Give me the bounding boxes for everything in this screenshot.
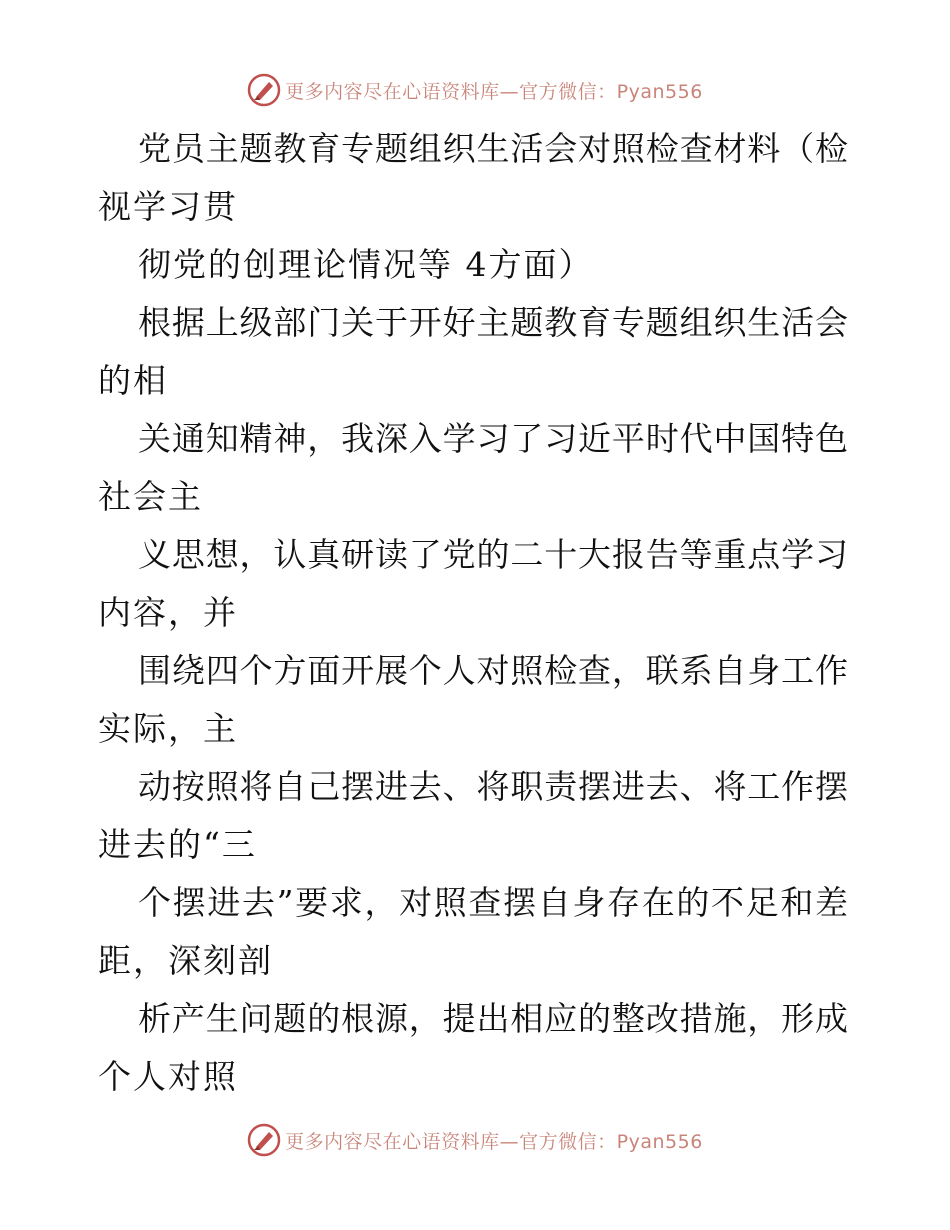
- text-line: 实际，主: [98, 709, 238, 748]
- text-line: 义思想，认真研读了党的二十大报告等重点学习: [138, 535, 848, 574]
- footer-watermark-text: 更多内容尽在心语资料库—官方微信：Pyan556: [285, 1130, 703, 1153]
- text-line: 围绕四个方面开展个人对照检查，联系自身工作: [138, 651, 848, 690]
- text-line: 动按照将自己摆进去、将职责摆进去、将工作摆: [138, 767, 848, 806]
- text-line: 析产生问题的根源，提出相应的整改措施，形成: [138, 999, 848, 1038]
- text-line: 关通知精神，我深入学习了习近平时代中国特色: [138, 419, 848, 458]
- text-line: 彻党的创理论情况等 4方面）: [138, 245, 594, 284]
- logo-icon: [247, 73, 281, 107]
- text-line: 个摆进去”要求，对照查摆自身存在的不足和差: [138, 883, 848, 922]
- text-line: 的相: [98, 361, 168, 400]
- footer-watermark-banner: [0, 1120, 950, 1160]
- logo-icon: [247, 1123, 281, 1157]
- text-line: 进去的“三: [98, 825, 257, 864]
- text-line: 社会主: [98, 477, 203, 516]
- header-watermark-banner: [0, 70, 950, 110]
- text-line: 根据上级部门关于开好主题教育专题组织生活会: [138, 303, 848, 342]
- document-body: [98, 120, 858, 1106]
- text-line: 个人对照: [98, 1057, 238, 1096]
- text-line: 内容，并: [98, 593, 238, 632]
- header-watermark-text: 更多内容尽在心语资料库—官方微信：Pyan556: [285, 80, 703, 103]
- text-line: 距，深刻剖: [98, 941, 273, 980]
- text-line: 视学习贯: [98, 187, 238, 226]
- text-line: 党员主题教育专题组织生活会对照检查材料（检: [138, 129, 848, 168]
